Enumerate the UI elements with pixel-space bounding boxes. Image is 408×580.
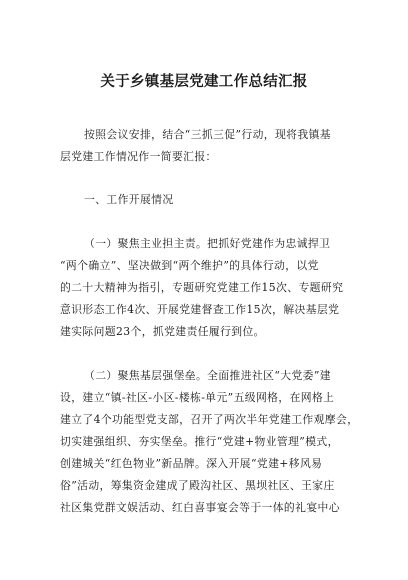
body-line: 层党建工作情况作一简要汇报： (60, 150, 217, 163)
body-line: 设，建立“镇-社区-小区-楼栋-单元”五级网格，在网格上 (60, 391, 335, 404)
body-line: （一）聚焦主业担主责。把抓好党建作为忠诚捍卫 (84, 237, 331, 250)
document-title: 关于乡镇基层党建工作总结汇报 (100, 73, 308, 90)
body-line: 切实建强组织、夯实堡垒。推行“党建+物业管理”模式， (60, 435, 339, 448)
body-line: 意识形态工作4次、开展党建督查工作15次，解决基层党 (60, 303, 340, 316)
body-line: 社区集党群文娱活动、红白喜事宴会等于一体的礼宴中心 (60, 501, 340, 514)
section-heading: 一、工作开展情况 (84, 193, 174, 206)
body-line: “两个确立”、坚决做到“两个维护”的具体行动，以党 (60, 259, 319, 272)
body-line: 俗”活动，筹集资金建成了殿沟社区、黑坝社区、王家庄 (60, 479, 335, 492)
body-line: 的二十大精神为指引，专题研究党建工作15次、专题研究 (60, 281, 344, 294)
body-line: （二）聚焦基层强堡垒。全面推进社区“大党委”建 (84, 369, 331, 382)
body-line: 建实际问题23个，抓党建责任履行到位。 (60, 325, 265, 338)
body-line: 建立了4个功能型党支部，召开了两次半年党建工作观摩会， (60, 413, 359, 426)
body-line: 创建城关“红色物业”新品牌。深入开展“党建+移风易 (60, 457, 323, 470)
body-line: 按照会议安排，结合“三抓三促”行动，现将我镇基 (84, 128, 331, 141)
